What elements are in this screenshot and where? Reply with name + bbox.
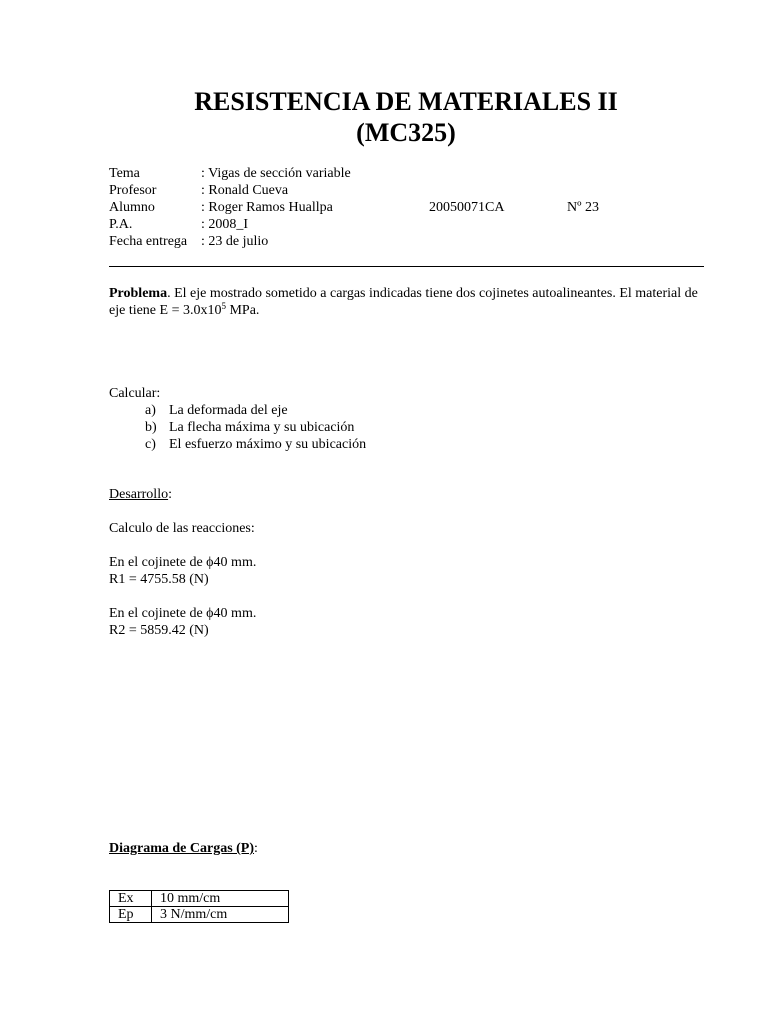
r2-value: R2 = 5859.42 (N) [109, 623, 209, 638]
list-item-text: La flecha máxima y su ubicación [169, 420, 355, 435]
problem-unit: MPa. [225, 303, 260, 318]
list-item-text: El esfuerzo máximo y su ubicación [169, 437, 367, 452]
list-marker: b) [145, 420, 157, 435]
desarrollo-heading-text: Desarrollo [109, 487, 169, 502]
calcular-list [145, 402, 366, 453]
problem-text: . El eje mostrado sometido a cargas indicadas tiene dos cojinetes autoalineantes. El material de eje tiene E = 3.0x10 [109, 286, 698, 318]
list-item-text: La deformada del eje [169, 403, 288, 418]
tema-label: Tema [109, 166, 140, 181]
problem-statement [109, 285, 704, 319]
list-marker: c) [145, 437, 156, 452]
diagrama-heading-text: Diagrama de Cargas (P) [109, 841, 255, 856]
info-row-alumno [109, 199, 599, 216]
title-line-1: RESISTENCIA DE MATERIALES II [194, 87, 618, 116]
document-title [0, 86, 768, 148]
info-block [109, 165, 599, 250]
desarrollo-colon: : [168, 487, 172, 502]
profesor-label: Profesor [109, 183, 157, 198]
info-row-tema [109, 165, 599, 182]
tema-value: : Vigas de sección variable [201, 166, 351, 181]
cojinete-2-text: En el cojinete de ϕ40 mm. [109, 606, 257, 621]
horizontal-rule [109, 266, 704, 267]
pa-label: P.A. [109, 217, 133, 232]
desarrollo-heading [109, 486, 172, 503]
calcular-heading: Calcular: [109, 386, 161, 401]
info-row-profesor [109, 182, 599, 199]
diagrama-colon: : [254, 841, 258, 856]
table-cell-value: 10 mm/cm [152, 891, 289, 907]
profesor-value: : Ronald Cueva [201, 183, 289, 198]
list-item [145, 402, 366, 419]
info-row-fecha [109, 233, 599, 250]
info-row-pa [109, 216, 599, 233]
pa-value: : 2008_I [201, 217, 249, 232]
reacciones-text: Calculo de las reacciones: [109, 521, 255, 536]
cojinete-1-text: En el cojinete de ϕ40 mm. [109, 555, 257, 570]
list-marker: a) [145, 403, 156, 418]
problem-exponent: 5 [221, 301, 226, 311]
fecha-value: : 23 de julio [201, 234, 269, 249]
table-row [110, 891, 289, 907]
list-item [145, 436, 366, 453]
scale-table [109, 890, 289, 923]
alumno-value: : Roger Ramos Huallpa [201, 200, 333, 215]
r1-value: R1 = 4755.58 (N) [109, 572, 209, 587]
list-item [145, 419, 366, 436]
alumno-number: Nº 23 [567, 200, 599, 215]
diagrama-heading [109, 840, 258, 857]
table-cell-key: Ex [110, 891, 152, 907]
alumno-label: Alumno [109, 200, 155, 215]
fecha-label: Fecha entrega [109, 234, 188, 249]
alumno-code: 20050071CA [429, 200, 505, 215]
problem-label: Problema [109, 286, 168, 301]
title-line-2: (MC325) [356, 118, 456, 147]
table-cell-value: 3 N/mm/cm [152, 907, 289, 923]
table-row [110, 907, 289, 923]
table-cell-key: Ep [110, 907, 152, 923]
